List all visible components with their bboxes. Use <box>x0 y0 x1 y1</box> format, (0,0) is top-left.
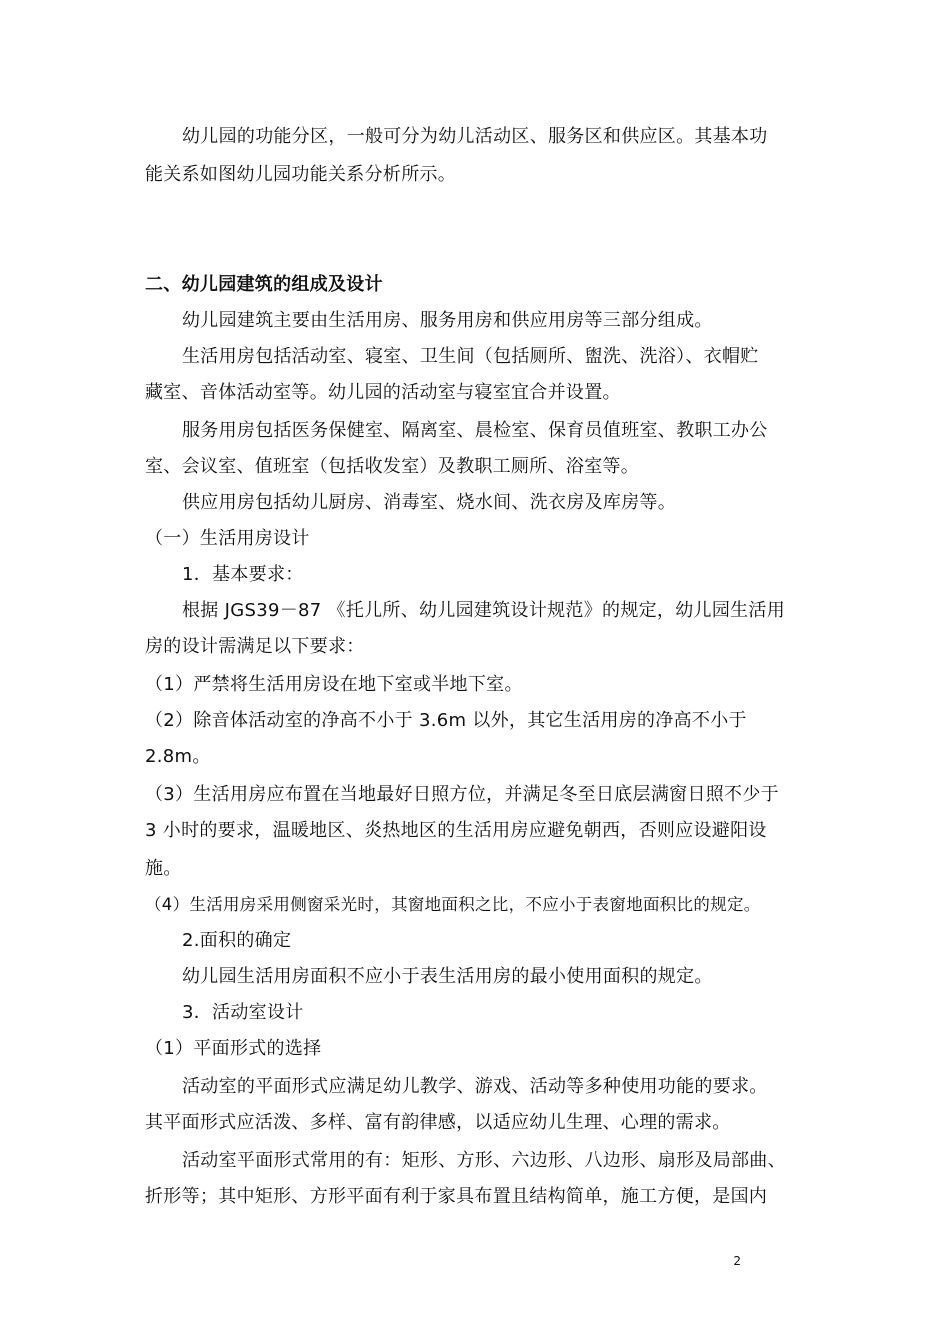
list-item: （3）生活用房应布置在当地最好日照方位，并满足冬至日底层满窗日照不少于 <box>145 784 779 805</box>
subsection-heading: （1）平面形式的选择 <box>145 1038 322 1059</box>
list-item: （1）严禁将生活用房设在地下室或半地下室。 <box>145 674 523 695</box>
paragraph-line: 活动室平面形式常用的有：矩形、方形、六边形、八边形、扇形及局部曲、 <box>182 1150 786 1171</box>
subsection-heading: （一）生活用房设计 <box>145 528 310 549</box>
page-number: 2 <box>733 1254 741 1268</box>
paragraph-line: 能关系如图幼儿园功能关系分析所示。 <box>145 164 457 185</box>
paragraph-line: 生活用房包括活动室、寝室、卫生间（包括厕所、盥洗、洗浴）、衣帽贮 <box>182 346 759 367</box>
paragraph-line: 服务用房包括医务保健室、隔离室、晨检室、保育员值班室、教职工办公 <box>182 420 768 441</box>
list-item: 3 小时的要求，温暖地区、炎热地区的生活用房应避免朝西，否则应设避阳设 <box>145 820 767 841</box>
subsection-heading: 3．活动室设计 <box>182 1002 304 1023</box>
list-item: 2.8m。 <box>145 746 211 767</box>
paragraph-line: 藏室、音体活动室等。幼儿园的活动室与寝室宜合并设置。 <box>145 382 621 403</box>
paragraph-line: 房的设计需满足以下要求： <box>145 636 365 657</box>
section-heading: 二、幼儿园建筑的组成及设计 <box>145 274 383 295</box>
list-item: （2）除音体活动室的净高不小于 3.6m 以外，其它生活用房的净高不小于 <box>145 710 747 731</box>
subsection-heading: 2.面积的确定 <box>182 930 292 951</box>
list-item: （4）生活用房采用侧窗采光时，其窗地面积之比，不应小于表窗地面积比的规定。 <box>145 895 761 914</box>
paragraph-line: 幼儿园建筑主要由生活用房、服务用房和供应用房等三部分组成。 <box>182 310 713 331</box>
paragraph-line: 折形等；其中矩形、方形平面有利于家具布置且结构简单，施工方便，是国内 <box>145 1186 768 1207</box>
paragraph-line: 室、会议室、值班室（包括收发室）及教职工厕所、浴室等。 <box>145 456 640 477</box>
paragraph-line: 活动室的平面形式应满足幼儿教学、游戏、活动等多种使用功能的要求。 <box>182 1076 768 1097</box>
subsection-heading: 1．基本要求： <box>182 564 304 585</box>
paragraph-line: 根据 JGS39－87 《托儿所、幼儿园建筑设计规范》的规定，幼儿园生活用 <box>182 600 786 621</box>
paragraph-line: 幼儿园生活用房面积不应小于表生活用房的最小使用面积的规定。 <box>182 966 713 987</box>
paragraph-line: 供应用房包括幼儿厨房、消毒室、烧水间、洗衣房及库房等。 <box>182 492 677 513</box>
list-item: 施。 <box>145 858 182 879</box>
paragraph-line: 其平面形式应活泼、多样、富有韵律感，以适应幼儿生理、心理的需求。 <box>145 1112 731 1133</box>
paragraph-line: 幼儿园的功能分区，一般可分为幼儿活动区、服务区和供应区。其基本功 <box>182 126 768 147</box>
